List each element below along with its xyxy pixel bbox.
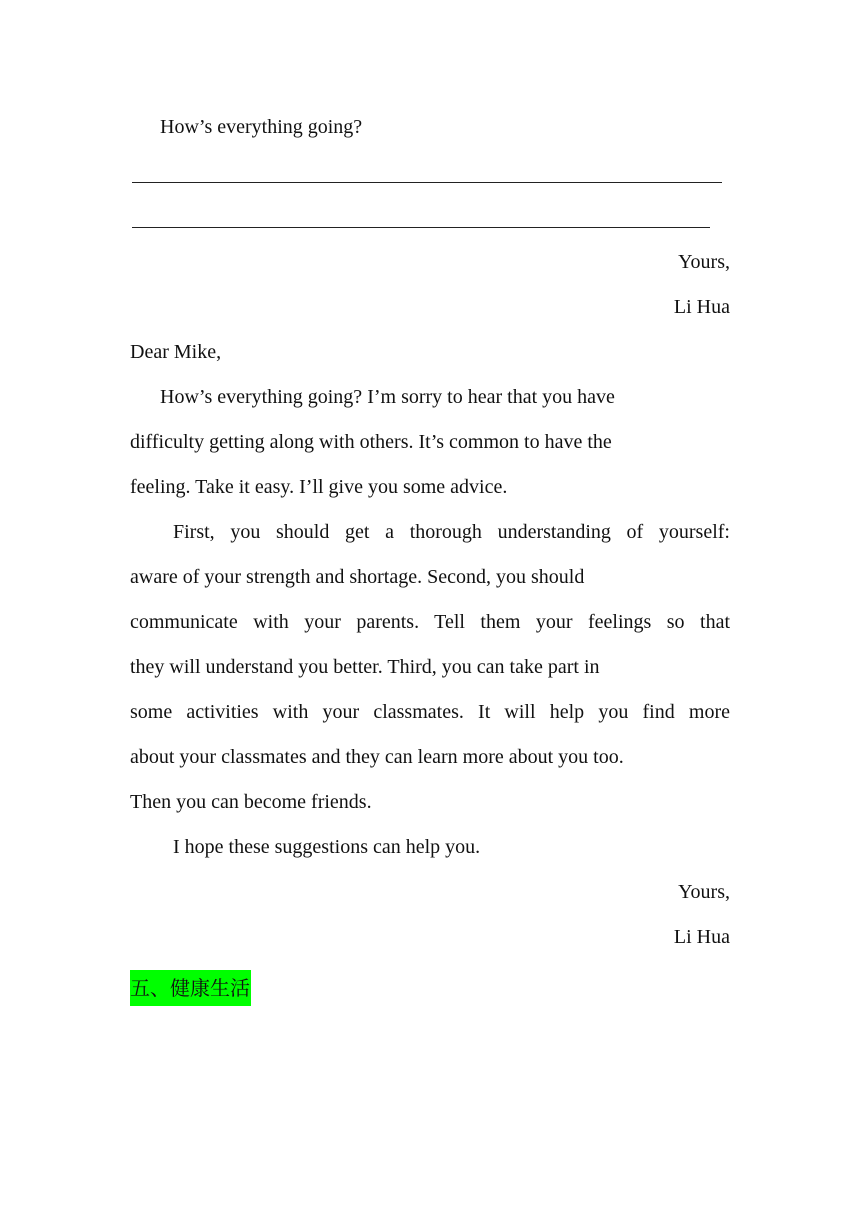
letter-salutation: Dear Mike, [130, 341, 222, 363]
blank-rule [132, 182, 722, 183]
paragraph-1-line-2: difficulty getting along with others. It’s common to have the [130, 431, 612, 453]
paragraph-3: I hope these suggestions can help you. [173, 836, 481, 858]
paragraph-2-line-4: they will understand you better. Third, you can take part in [130, 656, 600, 678]
paragraph-2-line-7: Then you can become friends. [130, 791, 372, 813]
letter-closing: Yours, [678, 881, 730, 903]
section-heading: 五、健康生活 [130, 970, 251, 1006]
paragraph-2-line-2: aware of your strength and shortage. Second, you should [130, 566, 585, 588]
paragraph-2-line-3: communicate with your parents. Tell them your feelings so that [130, 611, 730, 633]
paragraph-2-line-1: First, you should get a thorough understanding of yourself: [173, 521, 730, 543]
blank-rule [132, 227, 710, 228]
answer-blank-line-2[interactable] [130, 195, 730, 240]
paragraph-2-line-5: some activities with your classmates. It will help you find more [130, 701, 730, 723]
exercise-closing: Yours, [678, 251, 730, 273]
paragraph-2-line-6: about your classmates and they can learn more about you too. [130, 746, 624, 768]
exercise-opening-line: How’s everything going? [160, 116, 363, 138]
paragraph-1-line-1: How’s everything going? I’m sorry to hear that you have [160, 386, 615, 408]
answer-blank-line-1[interactable] [130, 150, 730, 195]
exercise-signature: Li Hua [673, 296, 730, 318]
document-page [130, 105, 730, 1006]
paragraph-1-line-3: feeling. Take it easy. I’ll give you some advice. [130, 476, 508, 498]
letter-signature: Li Hua [673, 926, 730, 948]
